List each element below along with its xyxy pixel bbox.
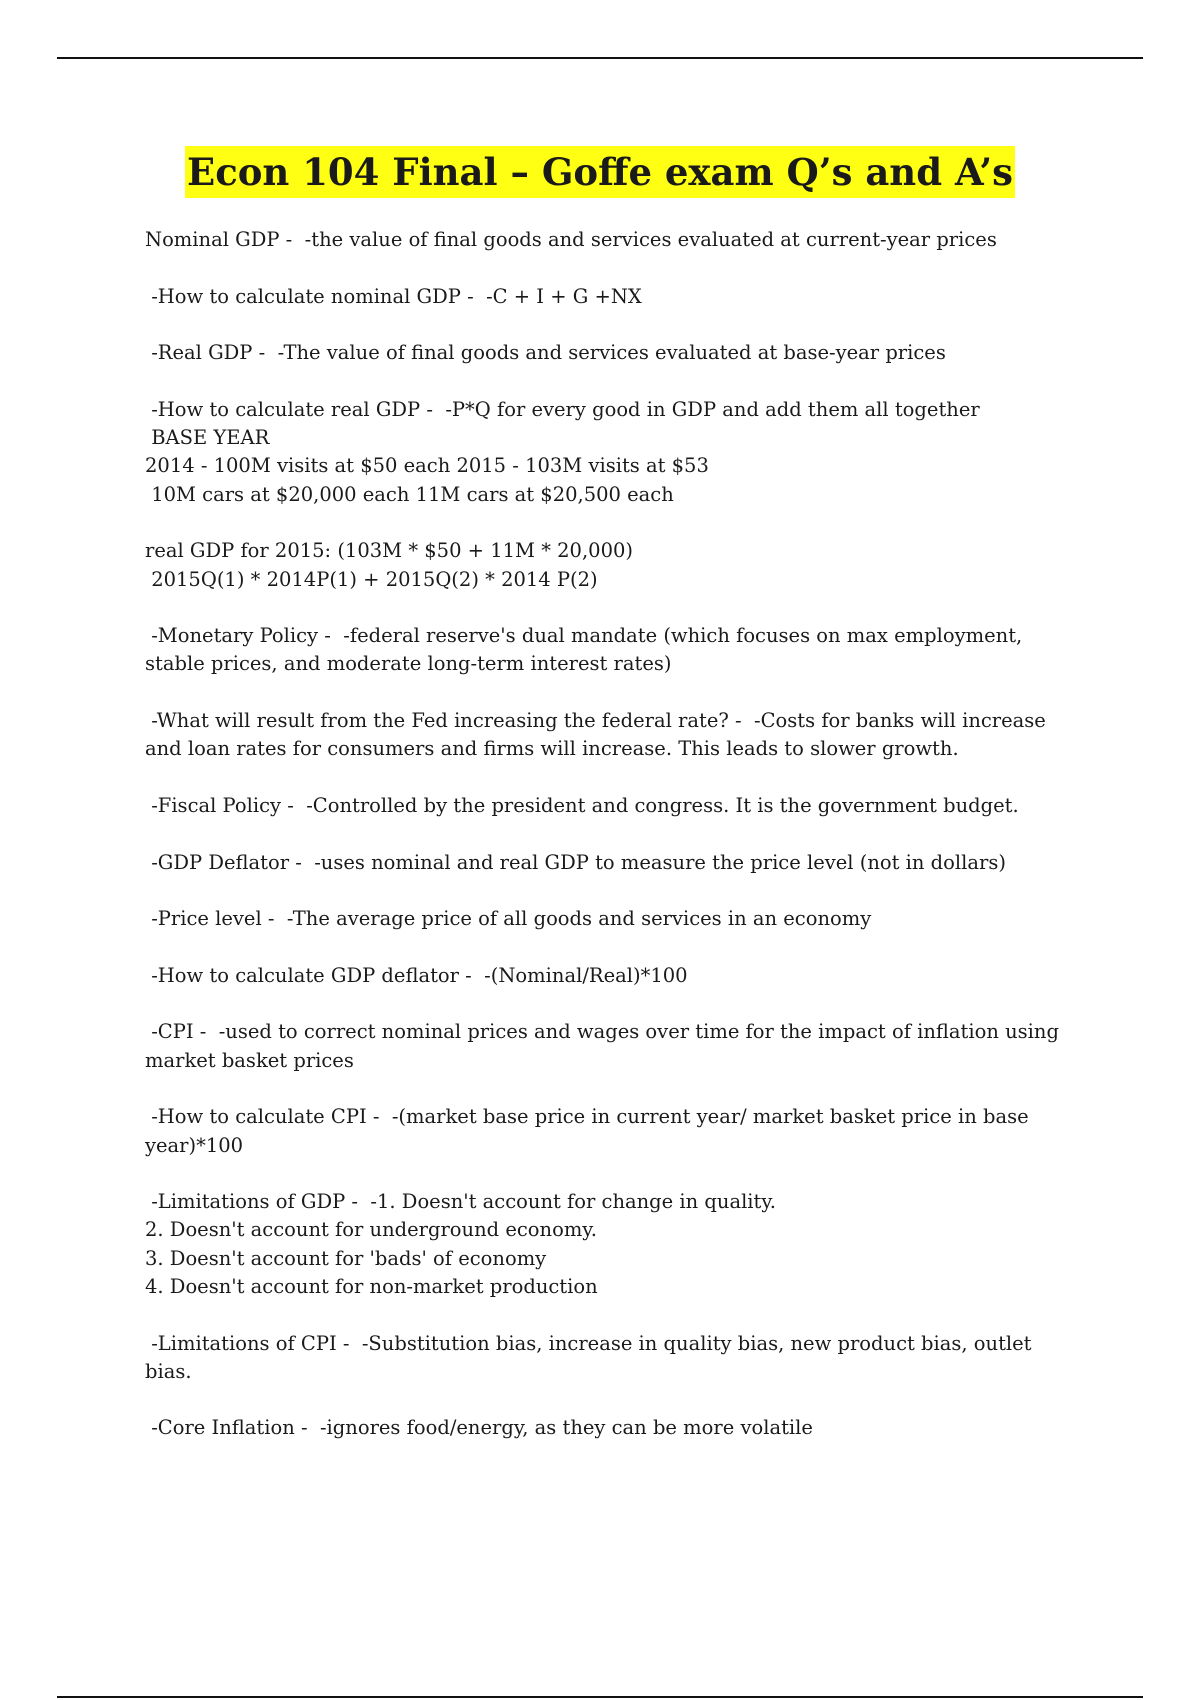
entry-line: -Core Inflation - -ignores food/energy, as they can be more volatile	[145, 1416, 813, 1440]
flashcard-entry	[145, 396, 1095, 509]
bottom-divider	[57, 1696, 1143, 1698]
entry-line: -How to calculate GDP deflator - -(Nominal/Real)*100	[145, 963, 688, 987]
entry-line: 2015Q(1) * 2014P(1) + 2015Q(2) * 2014 P(2)	[145, 567, 598, 591]
flashcard-entry	[145, 622, 1095, 679]
flashcard-entry	[145, 1414, 1095, 1442]
entry-line: -Fiscal Policy - -Controlled by the president and congress. It is the government budget.	[145, 793, 1019, 817]
document-body	[145, 226, 1095, 1471]
flashcard-entry	[145, 792, 1095, 820]
entry-line: 2014 - 100M visits at $50 each 2015 - 103M visits at $53	[145, 454, 709, 478]
flashcard-entry	[145, 226, 1095, 254]
entry-line: -Limitations of CPI - -Substitution bias, increase in quality bias, new product bias, outlet	[145, 1331, 1032, 1355]
entry-line: market basket prices	[145, 1048, 354, 1072]
entry-line: 3. Doesn't account for 'bads' of economy	[145, 1246, 547, 1270]
flashcard-entry	[145, 905, 1095, 933]
document-title: Econ 104 Final – Goffe exam Q’s and A’s	[185, 146, 1015, 198]
entry-line: and loan rates for consumers and firms will increase. This leads to slower growth.	[145, 737, 959, 761]
entry-line: -What will result from the Fed increasing the federal rate? - -Costs for banks will increase	[145, 709, 1046, 733]
entry-line: stable prices, and moderate long-term interest rates)	[145, 652, 672, 676]
entry-line: 10M cars at $20,000 each 11M cars at $20,500 each	[145, 482, 674, 506]
title-container	[0, 146, 1200, 198]
flashcard-entry	[145, 1018, 1095, 1075]
entry-line: BASE YEAR	[145, 426, 270, 450]
entry-line: -How to calculate CPI - -(market base price in current year/ market basket price in base	[145, 1105, 1029, 1129]
entry-line: -Price level - -The average price of all goods and services in an economy	[145, 907, 872, 931]
entry-line: -How to calculate nominal GDP - -C + I + G +NX	[145, 284, 642, 308]
flashcard-entry	[145, 339, 1095, 367]
entry-line: -How to calculate real GDP - -P*Q for every good in GDP and add them all together	[145, 397, 980, 421]
flashcard-entry	[145, 1188, 1095, 1301]
entry-line: -Real GDP - -The value of final goods and services evaluated at base-year prices	[145, 341, 946, 365]
entry-line: -CPI - -used to correct nominal prices and wages over time for the impact of inflation using	[145, 1020, 1059, 1044]
entry-line: 4. Doesn't account for non-market production	[145, 1274, 598, 1298]
flashcard-entry	[145, 283, 1095, 311]
flashcard-entry	[145, 537, 1095, 594]
flashcard-entry	[145, 707, 1095, 764]
entry-line: -Limitations of GDP - -1. Doesn't account for change in quality.	[145, 1190, 777, 1214]
entry-line: -GDP Deflator - -uses nominal and real GDP to measure the price level (not in dollars)	[145, 850, 1006, 874]
entry-line: year)*100	[145, 1133, 244, 1157]
entry-line: real GDP for 2015: (103M * $50 + 11M * 20,000)	[145, 539, 633, 563]
flashcard-entry	[145, 1330, 1095, 1387]
entry-line: bias.	[145, 1359, 192, 1383]
entry-line: Nominal GDP - -the value of final goods and services evaluated at current-year prices	[145, 228, 997, 251]
entry-line: 2. Doesn't account for underground economy.	[145, 1218, 597, 1242]
top-divider	[57, 57, 1143, 59]
entry-line: -Monetary Policy - -federal reserve's dual mandate (which focuses on max employment,	[145, 624, 1023, 648]
flashcard-entry	[145, 962, 1095, 990]
flashcard-entry	[145, 849, 1095, 877]
flashcard-entry	[145, 1103, 1095, 1160]
